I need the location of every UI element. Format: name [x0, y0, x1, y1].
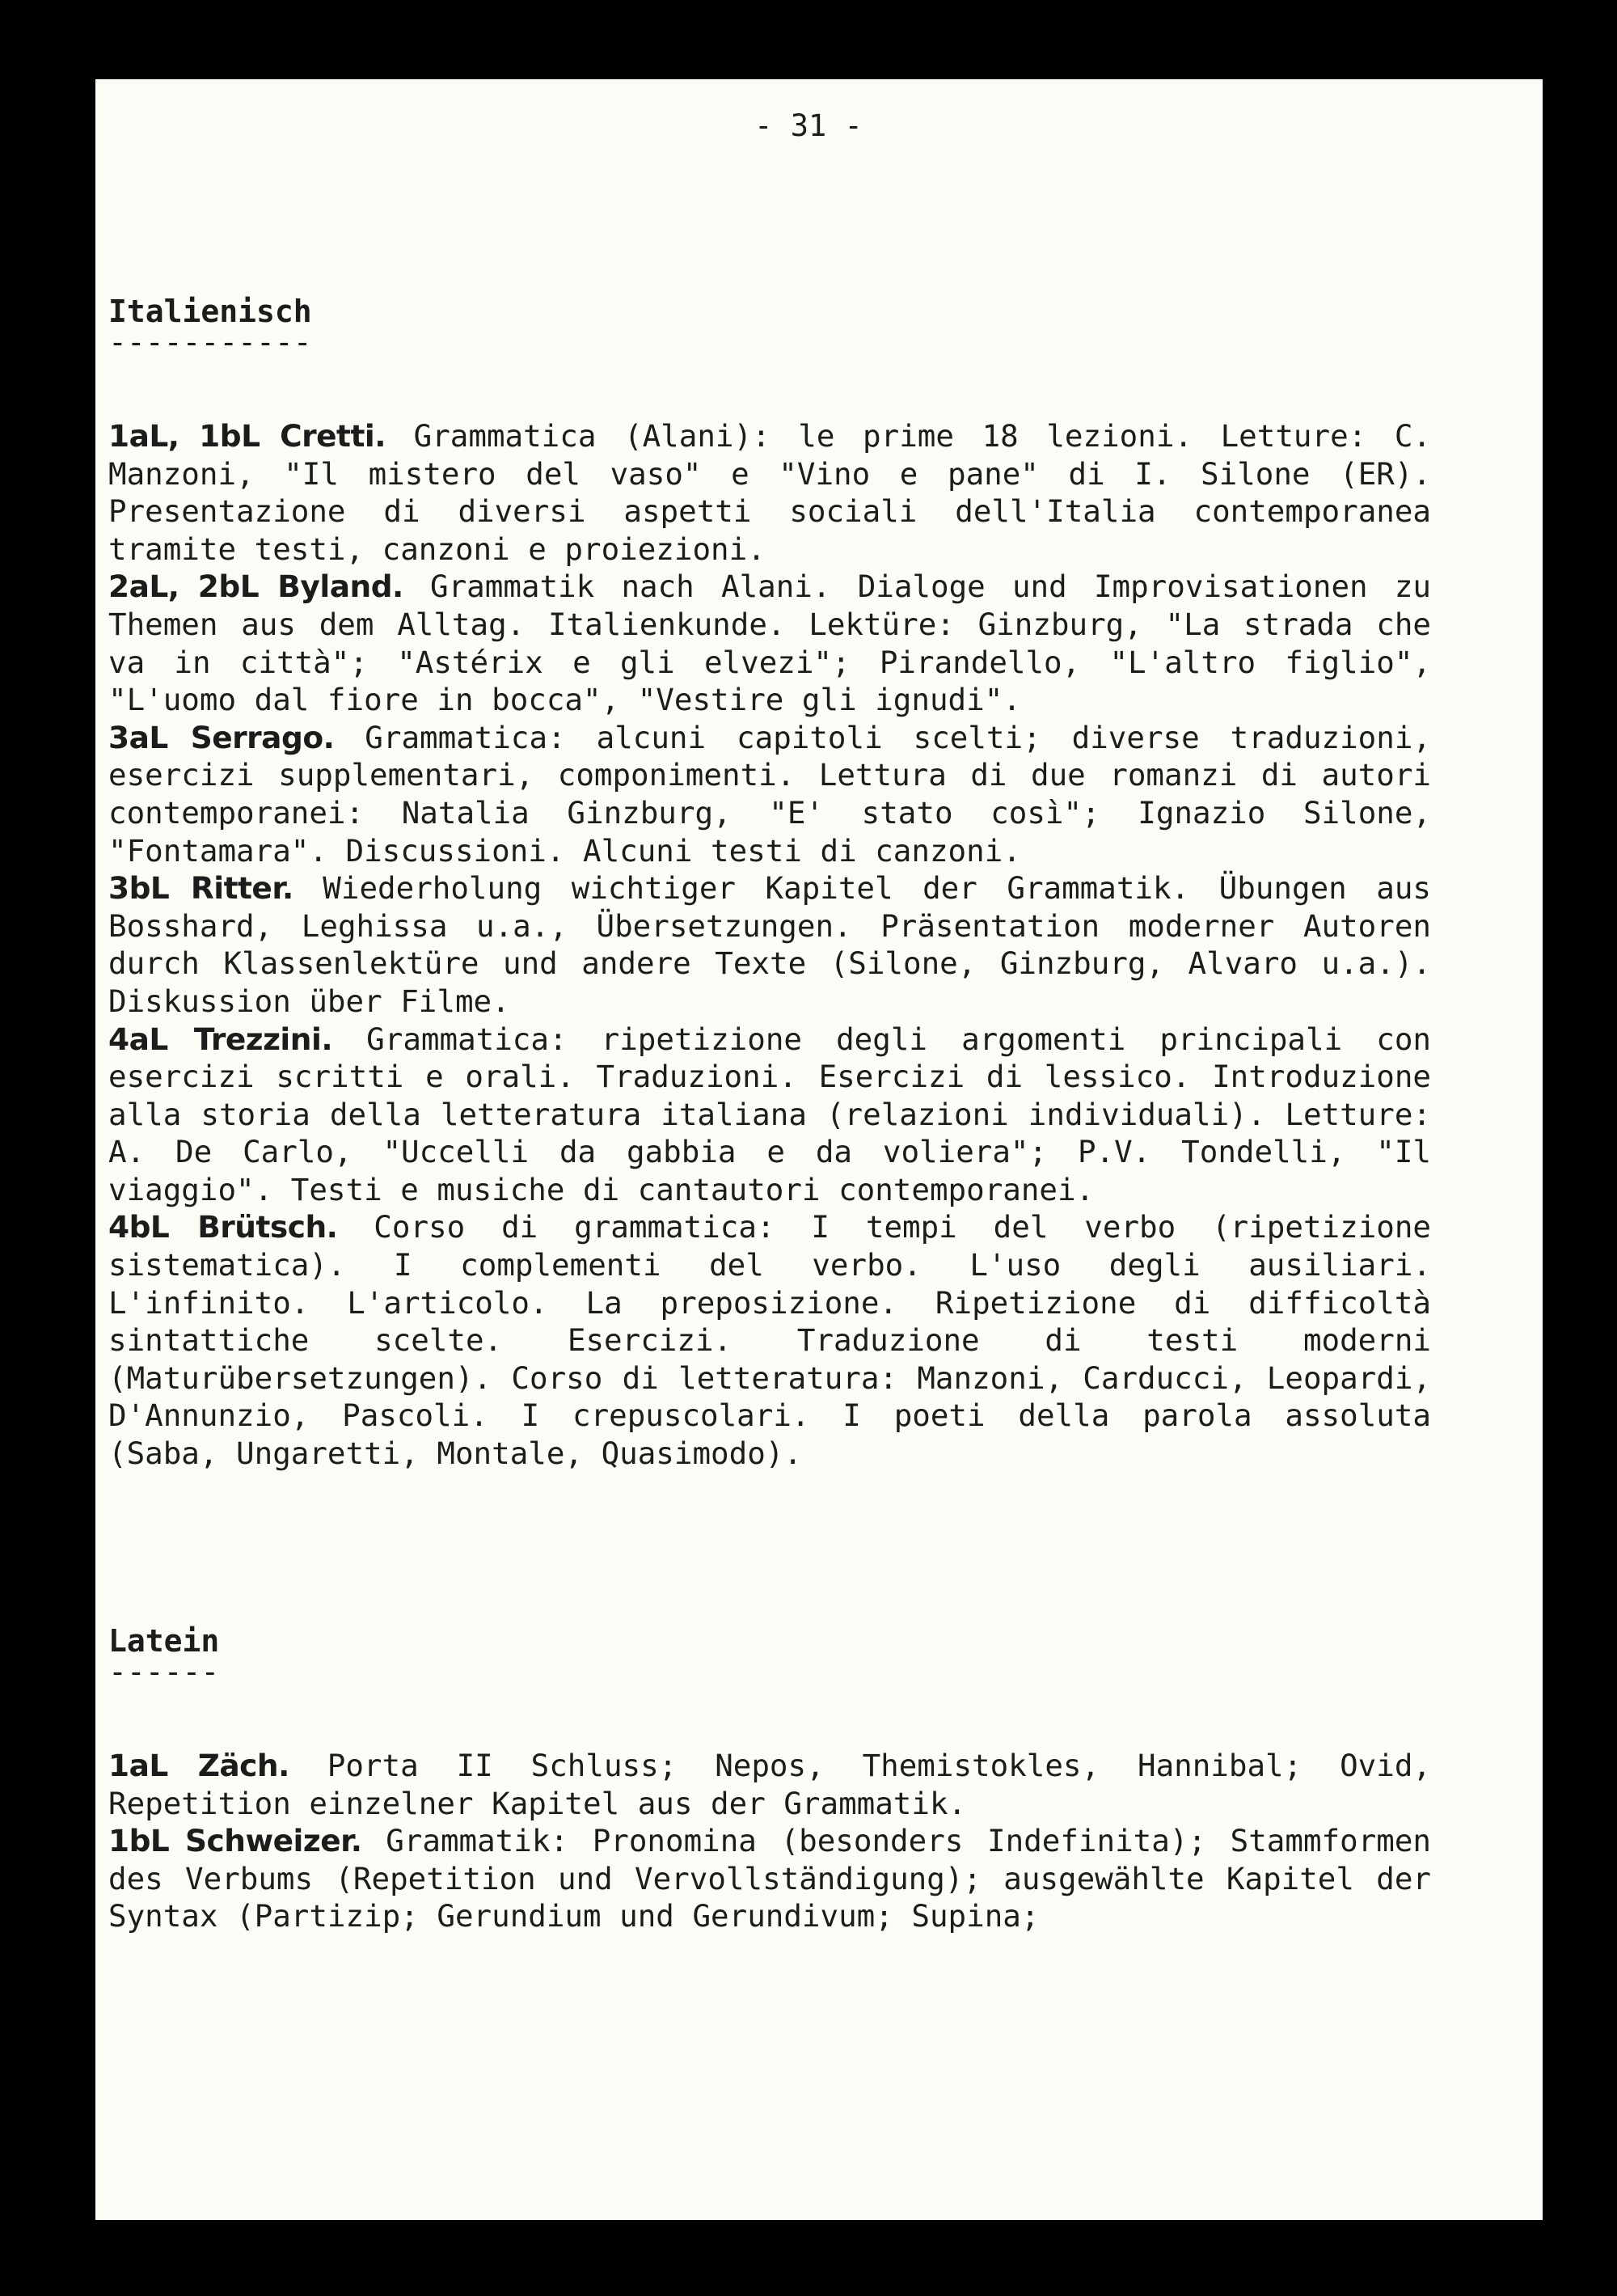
section-heading: Italienisch	[108, 294, 312, 329]
course-description: Grammatica (Alani): le prime 18 lezioni. Letture: C. Manzoni, "Il mistero del vaso" e "Vino e pane" di I. Silone (ER). Presentazione di diversi aspetti sociali dell'Italia contemporanea tramite testi, canzoni e proiezioni.	[108, 418, 1432, 567]
course-description: Grammatik nach Alani. Dialoge und Improvisationen zu Themen aus dem Alltag. Italienkunde. Lektüre: Ginzburg, "La strada che va in città"; "Astérix e gli elvezi"; Pirandello, "L'altro figlio", "L'uomo dal fiore in bocca", "Vestire gli ignudi".	[108, 569, 1431, 718]
course-description: Grammatica: ripetizione degli argomenti principali con esercizi scritti e orali. Traduzioni. Esercizi di lessico. Introduzione alla storia della letteratura italiana (relazioni individuali). Letture: A. De Carlo, "Uccelli da gabbia e da voliera"; P.V. Tondelli, "Il viaggio". Testi e musiche di cantautori contemporanei.	[108, 1021, 1431, 1207]
class-teacher: 1bL Schweizer.	[108, 1823, 362, 1859]
course-description: Wiederholung wichtiger Kapitel der Grammatik. Übungen aus Bosshard, Leghissa u.a., Übersetzungen. Präsentation moderner Autoren durch Klassenlektüre und andere Texte (Silone, Ginzburg, Alvaro u.a.). Diskussion über Filme.	[108, 870, 1431, 1019]
class-teacher: 1aL, 1bL Cretti.	[108, 418, 386, 454]
course-description: Grammatica: alcuni capitoli scelti; diverse traduzioni, esercizi supplementari, componimenti. Lettura di due romanzi di autori contemporanei: Natalia Ginzburg, "E' stato così"; Ignazio Silone, "Fontamara". Discussioni. Alcuni testi di canzoni.	[108, 719, 1431, 869]
section-latein	[108, 1622, 1431, 1935]
heading-underline: ------	[108, 1654, 220, 1689]
course-entry	[108, 1021, 1431, 1209]
class-teacher: 3bL Ritter.	[108, 870, 293, 907]
class-teacher: 1aL Zäch.	[108, 1748, 289, 1783]
course-entry	[108, 417, 1431, 568]
class-teacher: 2aL, 2bL Byland.	[108, 569, 403, 605]
course-entry	[108, 1822, 1431, 1935]
course-description: Porta II Schluss; Nepos, Themistokles, Hannibal; Ovid, Repetition einzelner Kapitel aus der Grammatik.	[108, 1748, 1431, 1821]
section-italienisch	[108, 293, 1431, 1473]
heading-underline: -----------	[108, 324, 312, 360]
page-number: - 31 -	[754, 108, 863, 143]
course-entry	[108, 1747, 1431, 1822]
course-entry	[108, 869, 1431, 1020]
course-description: Corso di grammatica: I tempi del verbo (ripetizione sistematica). I complementi del verbo. L'uso degli ausiliari. L'infinito. L'articolo. La preposizione. Ripetizione di difficoltà sintattiche scelte. Esercizi. Traduzione di testi moderni (Maturübersetzungen). Corso di letteratura: Manzoni, Carducci, Leopardi, D'Annunzio, Pascoli. I crepuscolari. I poeti della parola assoluta (Saba, Ungaretti, Montale, Quasimodo).	[108, 1209, 1432, 1472]
course-entry	[108, 1208, 1431, 1472]
course-description: Grammatik: Pronomina (besonders Indefinita); Stammformen des Verbums (Repetition und Vervollständigung); ausgewählte Kapitel der Syntax (Partizip; Gerundium und Gerundivum; Supina;	[108, 1823, 1432, 1934]
class-teacher: 4bL Brütsch.	[108, 1209, 338, 1245]
class-teacher: 4aL Trezzini.	[108, 1021, 333, 1057]
course-entry	[108, 719, 1431, 869]
class-teacher: 3aL Serrago.	[108, 719, 335, 755]
course-entry	[108, 568, 1431, 718]
section-heading: Latein	[108, 1623, 220, 1659]
